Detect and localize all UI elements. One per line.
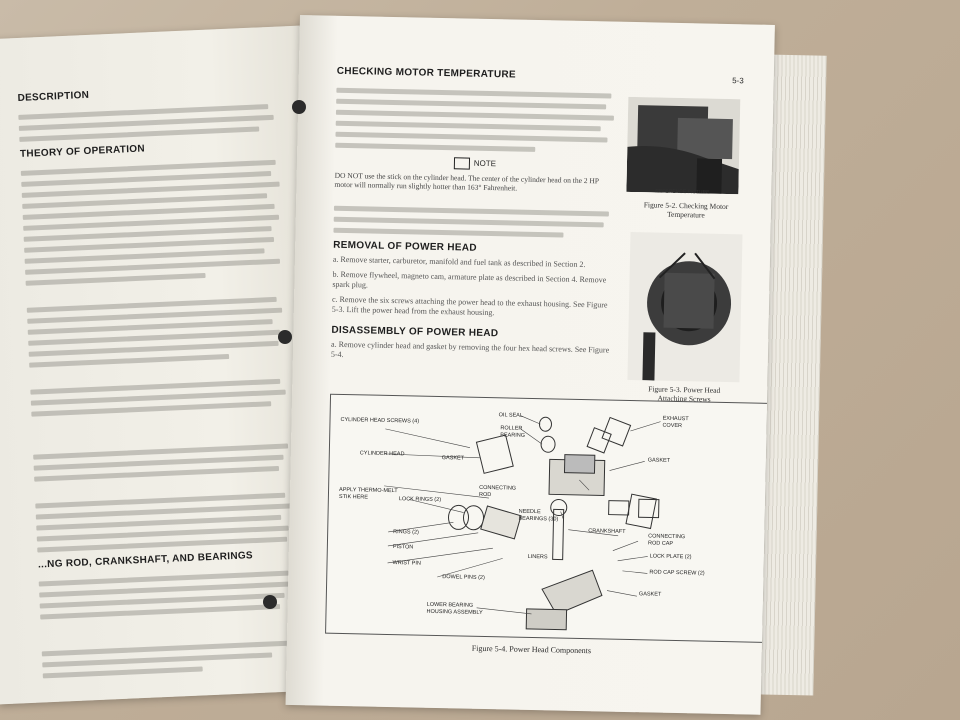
label-gasket-2: GASKET [647, 457, 671, 464]
binder-hole-middle [278, 330, 292, 344]
page-number: 5-3 [732, 76, 744, 86]
label-apply-thermo-melt: APPLY THERMO-MELT STIK HERE [338, 486, 398, 501]
label-needle-bearings: NEEDLE BEARINGS (30) [518, 508, 559, 523]
removal-step-b: b. Remove flywheel, magneto cam, armature plate as described in Section 4. Remove spark plug. [332, 269, 607, 290]
reference-picture-label: REFERENCE PICTURE [655, 188, 710, 196]
label-rings: RINGS (2) [393, 529, 419, 536]
label-liners: LINERS [527, 553, 548, 561]
label-lower-bearing-housing: LOWER BEARING HOUSING ASSEMBLY [426, 601, 483, 616]
label-connecting-rod-cap: CONNECTING ROD CAP [647, 533, 686, 547]
note-header [335, 155, 615, 173]
motor-photo-image [626, 97, 740, 194]
label-wrist-pin: WRIST PIN [392, 560, 421, 567]
connecting-rod-text [38, 563, 312, 676]
heading-theory: THEORY OF OPERATION [19, 143, 146, 160]
power-head-exploded-diagram [325, 394, 770, 643]
label-exhaust-cover: EXHAUST COVER [662, 415, 689, 429]
photo-checking-temperature [626, 97, 740, 194]
heading-removal: REMOVAL OF POWER HEAD [333, 239, 477, 254]
right-page [286, 15, 775, 715]
note-text: DO NOT use the stick on the cylinder head. The center of the cylinder head on the 2 HP motor will normally run slightly hotter than 163° Fahrenheit. [334, 170, 599, 193]
label-cylinder-head: CYLINDER HEAD [359, 450, 405, 458]
removal-step-a: a. Remove starter, carburetor, manifold and fuel tank as described in Section 2. [332, 254, 586, 270]
heading-disassembly: DISASSEMBLY OF POWER HEAD [331, 324, 499, 340]
indication-text [334, 199, 615, 236]
note-box-icon [454, 157, 470, 169]
figure-5-3-caption: Figure 5-3. Power Head Attaching Screws [648, 384, 721, 404]
label-connecting-rod: CONNECTING ROD [478, 484, 517, 498]
note-label: NOTE [473, 158, 497, 169]
heading-description: DESCRIPTION [17, 89, 90, 104]
label-oil-seal: OIL SEAL [498, 412, 523, 419]
removal-step-c: c. Remove the six screws attaching the power head to the exhaust housing. See Figure 5-3. Lift the power head from the exhaust housing. [331, 294, 608, 318]
power-head-photo-image [627, 232, 742, 382]
theory-text [20, 152, 307, 549]
figure-5-4-caption: Figure 5-4. Power Head Components [471, 643, 592, 656]
checking-text [335, 81, 616, 151]
disassembly-step-a: a. Remove cylinder head and gasket by removing the four hex head screws. See Figure 5-4. [330, 339, 610, 359]
label-dowel-pins: DOWEL PINS (2) [442, 574, 485, 581]
label-lock-plate: LOCK PLATE (2) [649, 553, 692, 561]
description-text [18, 96, 289, 139]
heading-checking-temperature: CHECKING MOTOR TEMPERATURE [336, 65, 517, 81]
binder-hole-top [292, 100, 306, 114]
figure-5-2-caption: Figure 5-2. Checking Motor Temperature [643, 200, 729, 220]
label-rod-cap-screw: ROD CAP SCREW (2) [649, 569, 705, 577]
label-gasket-3: GASKET [638, 591, 662, 598]
heading-connecting-rod: ...NG ROD, CRANKSHAFT, AND BEARINGS [37, 550, 254, 571]
label-piston: PISTON [392, 544, 414, 551]
label-lock-rings: LOCK RINGS (2) [398, 496, 442, 504]
label-gasket-1: GASKET [441, 455, 465, 462]
label-crankshaft: CRANKSHAFT [588, 528, 626, 535]
label-cylinder-head-screws: CYLINDER HEAD SCREWS (4) [340, 416, 420, 425]
binder-hole-bottom [263, 595, 277, 609]
label-roller-bearing: ROLLER BEARING [500, 425, 526, 439]
photo-power-head [627, 232, 742, 382]
